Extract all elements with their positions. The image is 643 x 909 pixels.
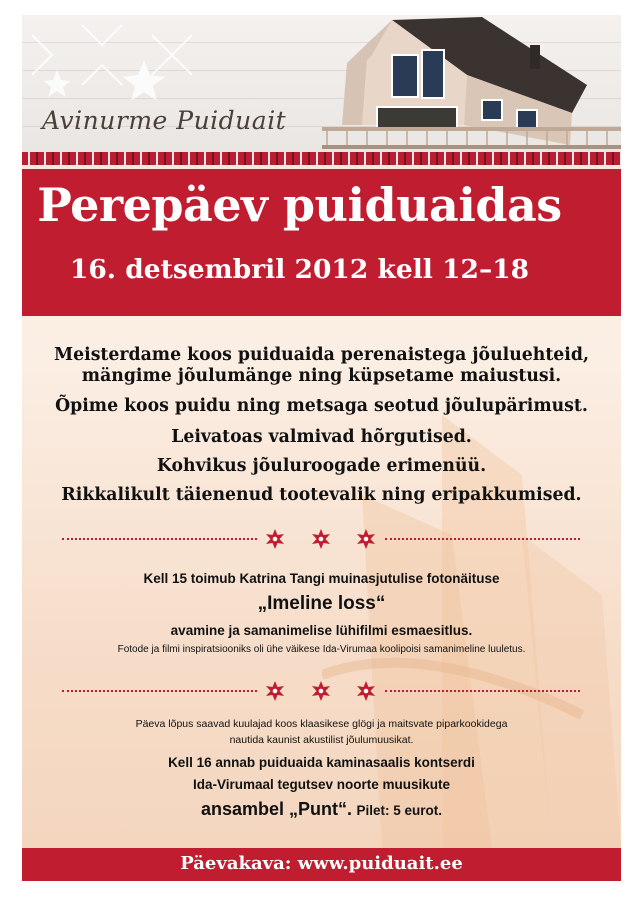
star-ornament-icon — [264, 680, 286, 702]
ensemble-line — [22, 799, 621, 820]
poster-body — [22, 15, 621, 881]
star-ornament-icon — [310, 680, 332, 702]
house-image — [322, 15, 621, 152]
dotted-divider — [385, 538, 580, 540]
star-ornament-icon — [310, 528, 332, 550]
star-ornament-icon — [355, 680, 377, 702]
header-banner — [22, 15, 621, 152]
exhibition-intro: Kell 15 toimub Katrina Tangi muinasjutulise fotonäituse — [143, 571, 500, 586]
program-line: Kohvikus jõuluroogade erimenüü. — [156, 456, 487, 476]
program-line: Meisterdame koos puiduaida perenaistega jõuluehteid, — [54, 345, 589, 365]
folk-pattern-band — [22, 152, 621, 165]
star-ornament-icon — [355, 528, 377, 550]
exhibition-name: „Imeline loss“ — [257, 593, 386, 614]
footer-website-link[interactable]: Päevakava: www.puiduait.ee — [180, 853, 463, 874]
program-line: Rikkalikult täienenud tootevalik ning eripakkumised. — [61, 485, 582, 505]
logo-text: Avinurme Puiduait — [42, 106, 287, 135]
program-line: Leivatoas valmivad hõrgutised. — [171, 427, 472, 447]
concert-line: Ida-Virumaal tegutsev noorte muusikute — [192, 777, 451, 792]
concert-line: Päeva lõpus saavad kuulajad koos klaasikese glögi ja maitsvate piparkookidega — [135, 718, 508, 730]
program-line: Õpime koos puidu ning metsaga seotud jõulupärimust. — [55, 396, 588, 416]
page-title: Perepäev puiduaidas — [37, 178, 562, 232]
event-date: 16. detsembril 2012 kell 12–18 — [69, 254, 530, 285]
concert-line: nautida kaunist akustilist jõulumuusikat. — [229, 734, 414, 746]
dotted-divider — [62, 538, 257, 540]
exhibition-note: Fotode ja filmi inspiratsiooniks oli ühe väikese Ida-Virumaa koolipoisi samanimeline luuletus. — [117, 644, 526, 655]
dotted-divider — [62, 690, 257, 692]
dotted-divider — [385, 690, 580, 692]
concert-line: Kell 16 annab puiduaida kaminasaalis kontserdi — [168, 755, 475, 770]
star-ornament-icon — [264, 528, 286, 550]
exhibition-opening: avamine ja samanimelise lühifilmi esmaesitlus. — [170, 623, 473, 638]
ticket-price: Pilet: 5 eurot. — [356, 803, 442, 818]
ensemble-name: ansambel „Punt“. — [201, 799, 353, 819]
program-line: mängime jõulumänge ning küpsetame maiustusi. — [81, 366, 562, 386]
